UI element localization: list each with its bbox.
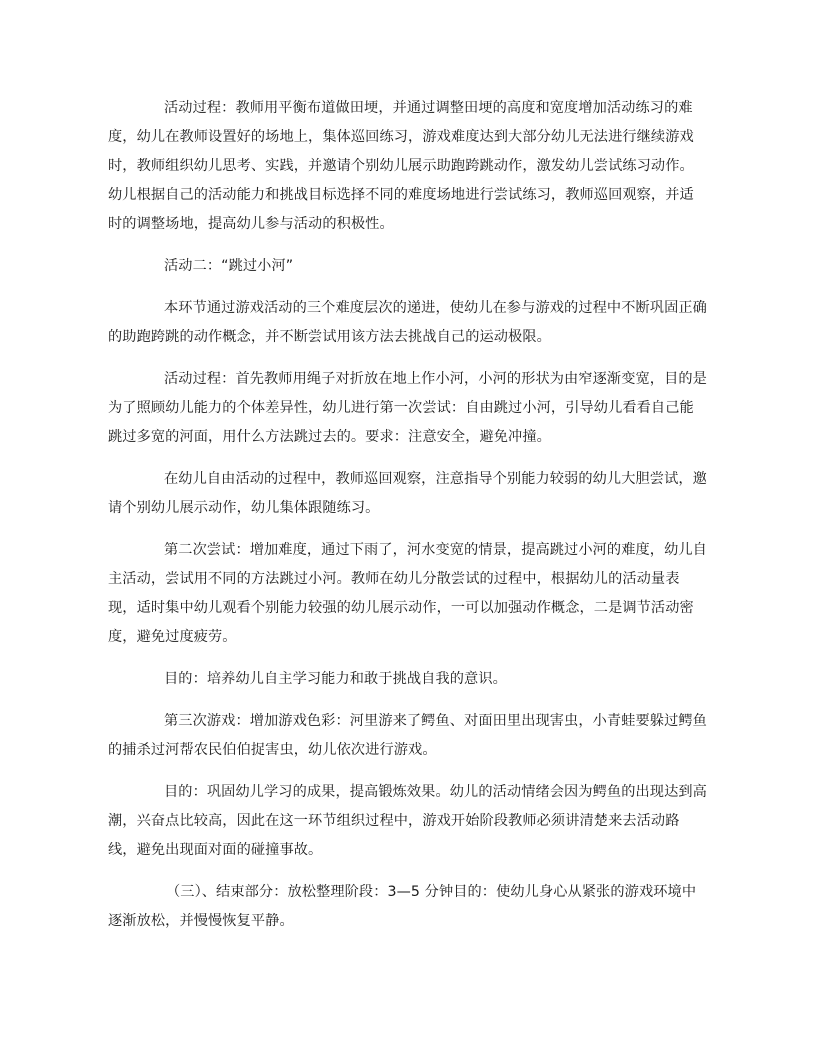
paragraph-free-activity: 在幼儿自由活动的过程中，教师巡回观察，注意指导个别能力较弱的幼儿大胆尝试，邀请个别幼儿展示动作，幼儿集体跟随练习。 bbox=[108, 471, 707, 516]
paragraph-activity-two-title: 活动二：“跳过小河” bbox=[164, 258, 294, 274]
paragraph-activity-two-intro: 本环节通过游戏活动的三个难度层次的递进，使幼儿在参与游戏的过程中不断巩固正确的助跑跨跳的动作概念，并不断尝试用该方法去挑战自己的运动极限。 bbox=[108, 300, 707, 345]
paragraph-goal-2: 目的：巩固幼儿学习的成果，提高锻炼效果。幼儿的活动情绪会因为鳄鱼的出现达到高潮，兴奋点比较高，因此在这一环节组织过程中，游戏开始阶段教师必须讲清楚来去活动路线，避免出现面对面的碰撞事故。 bbox=[108, 784, 707, 858]
document-body bbox=[108, 94, 708, 949]
paragraph-ending-section: （三）、结束部分：放松整理阶段：3—5 分钟目的：使幼儿身心从紧张的游戏环境中逐渐放松，并慢慢恢复平静。 bbox=[108, 884, 697, 929]
paragraph-activity-process-2: 活动过程：首先教师用绳子对折放在地上作小河，小河的形状为由窄逐渐变宽，目的是为了照顾幼儿能力的个体差异性，幼儿进行第一次尝试：自由跳过小河，引导幼儿看看自己能跳过多宽的河面，用什么方法跳过去的。要求：注意安全，避免冲撞。 bbox=[108, 371, 707, 445]
paragraph-third-game: 第三次游戏：增加游戏色彩：河里游来了鳄鱼、对面田里出现害虫，小青蛙要躲过鳄鱼的捕杀过河帮农民伯伯捉害虫，幼儿依次进行游戏。 bbox=[108, 713, 707, 758]
paragraph-goal-1: 目的：培养幼儿自主学习能力和敢于挑战自我的意识。 bbox=[164, 671, 507, 687]
paragraph-second-attempt: 第二次尝试：增加难度，通过下雨了，河水变宽的情景，提高跳过小河的难度，幼儿自主活动，尝试用不同的方法跳过小河。教师在幼儿分散尝试的过程中，根据幼儿的活动量表现，适时集中幼儿观看个别能力较强的幼儿展示动作，一可以加强动作概念，二是调节活动密度，避免过度疲劳。 bbox=[108, 542, 707, 645]
paragraph-activity-process-1: 活动过程：教师用平衡布道做田埂，并通过调整田埂的高度和宽度增加活动练习的难度，幼儿在教师设置好的场地上，集体巡回练习，游戏难度达到大部分幼儿无法进行继续游戏时，教师组织幼儿思考、实践，并邀请个别幼儿展示助跑跨跳动作，激发幼儿尝试练习动作。幼儿根据自己的活动能力和挑战目标选择不同的难度场地进行尝试练习，教师巡回观察，并适时的调整场地，提高幼儿参与活动的积极性。 bbox=[108, 100, 694, 232]
